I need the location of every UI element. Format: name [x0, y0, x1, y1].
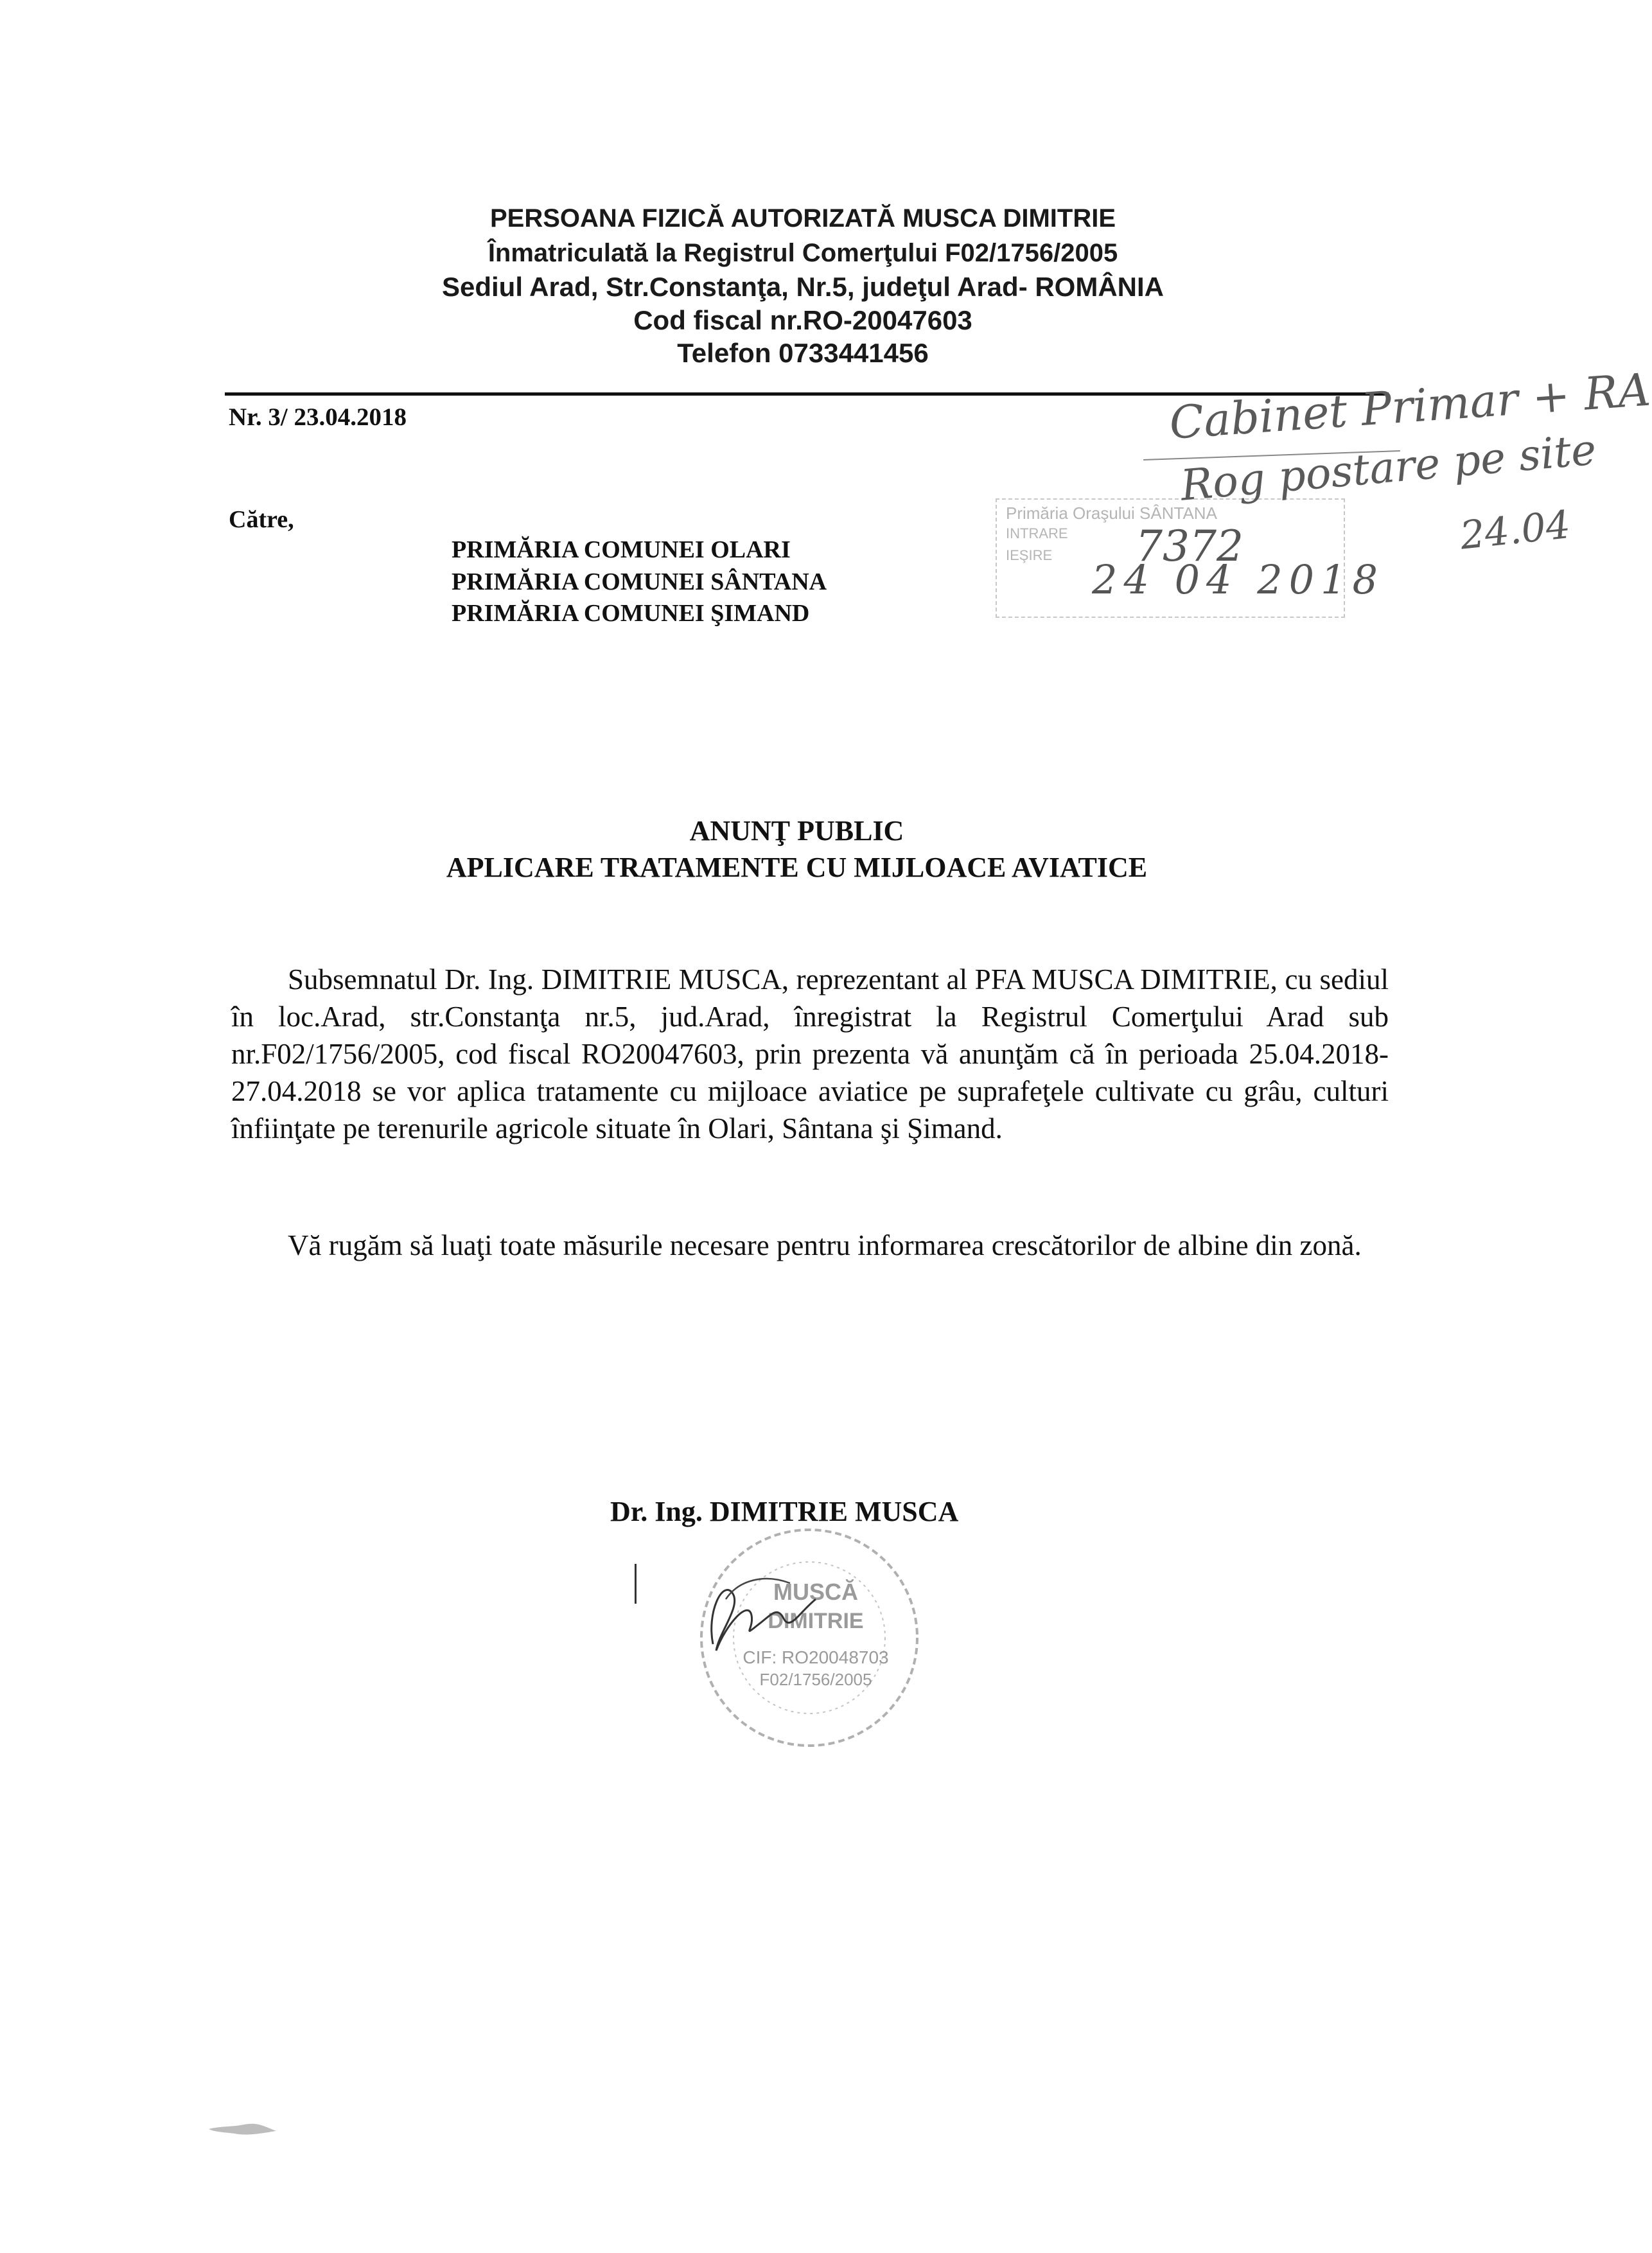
document-subtitle: APLICARE TRATAMENTE CU MIJLOACE AVIATICE [446, 852, 1148, 883]
recipient-item: PRIMĂRIA COMUNEI SÂNTANA [452, 568, 827, 595]
letterhead-line-4: Cod fiscal nr.RO-20047603 [633, 305, 972, 335]
letterhead-line-2: Înmatriculată la Registrul Comerţului F02/1756/2005 [488, 239, 1118, 267]
signature-tick-mark [635, 1564, 637, 1604]
reference-number: Nr. 3/ 23.04.2018 [229, 403, 407, 431]
seal-text-1: MUSCĂ [773, 1579, 858, 1605]
signature-icon [687, 1554, 829, 1670]
letterhead-line-1: PERSOANA FIZICĂ AUTORIZATĂ MUSCA DIMITRIE [489, 204, 1116, 232]
letterhead-line-5: Telefon 0733441456 [677, 338, 929, 368]
recipient-item: PRIMĂRIA COMUNEI ŞIMAND [452, 600, 810, 627]
handwritten-note-1: Cabinet Primar + RA [1168, 363, 1652, 450]
handwritten-note-3: 24.04 [1458, 502, 1573, 559]
registration-date: 24 04 2018 [1092, 556, 1384, 603]
signatory-name: Dr. Ing. DIMITRIE MUSCA [610, 1496, 959, 1527]
handwritten-note-2: Rog postare pe site [1179, 425, 1599, 511]
registration-number: 7372 [1136, 522, 1243, 571]
stamp-exit-label: IEŞIRE [1006, 547, 1053, 563]
letterhead-line-3: Sediul Arad, Str.Constanţa, Nr.5, judeţul Arad- ROMÂNIA [441, 272, 1164, 302]
stamp-entry-label: INTRARE [1006, 525, 1068, 541]
seal-text-3: CIF: RO20048703 [743, 1647, 889, 1667]
recipients-label: Către, [229, 506, 294, 533]
stamp-header: Primăria Oraşului SÂNTANA [1006, 504, 1217, 523]
body-paragraph-1: Subsemnatul Dr. Ing. DIMITRIE MUSCA, reprezentant al PFA MUSCA DIMITRIE, cu sediul în loc.Arad, str.Constanţa nr.5, jud.Arad, înregistrat la Registrul Comerţului Arad sub nr.F02/1756/2005, cod fiscal RO20047603, prin prezenta vă anunţăm că în perioada 25.04.2018- 27.04.2018 se vor aplica tratamente cu mijloace aviatice pe suprafeţele cultivate cu grâu, culturi înfiinţate pe terenurile agricole situate în Olari, Sântana şi Şimand. [231, 963, 1389, 1144]
document-title: ANUNŢ PUBLIC [689, 815, 904, 846]
seal-text-2: DIMITRIE [768, 1609, 864, 1633]
body-paragraph-2: Vă rugăm să luaţi toate măsurile necesare pentru informarea crescătorilor de albine din zonă. [288, 1229, 1362, 1261]
seal-text-4: F02/1756/2005 [759, 1670, 872, 1689]
smudge-mark-icon [209, 2119, 279, 2139]
recipient-item: PRIMĂRIA COMUNEI OLARI [452, 536, 791, 563]
